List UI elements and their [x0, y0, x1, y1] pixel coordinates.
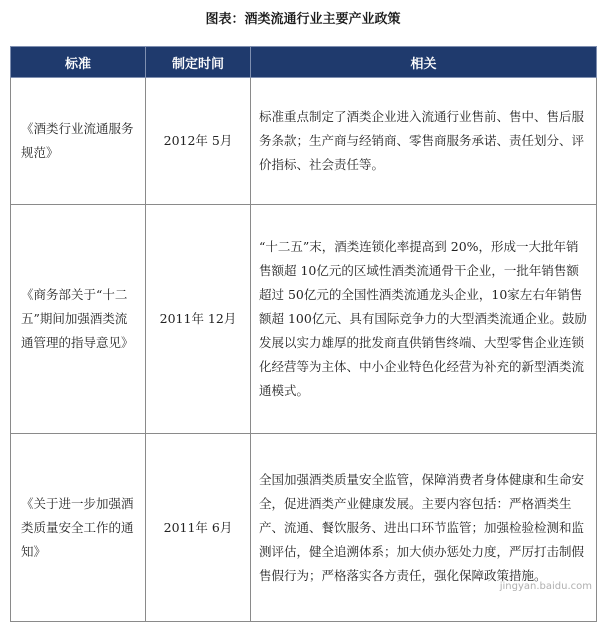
- date-cell: 2012年 5月: [146, 78, 251, 205]
- related-cell: 全国加强酒类质量安全监管，保障消费者身体健康和生命安全，促进酒类产业健康发展。主要内容包括：严格酒类生产、流通、餐饮服务、进出口环节监管；加强检验检测和监测评估，健全追溯体系；加大侦办惩处力度，严厉打击制假售假行为；严格落实各方责任，强化保障政策措施。: [251, 434, 597, 622]
- column-header-related: 相关: [251, 47, 597, 78]
- table-row: [11, 434, 597, 622]
- related-cell: “十二五”末，酒类连锁化率提高到 20%，形成一大批年销售额超 10亿元的区域性酒类流通骨干企业，一批年销售额超过 50亿元的全国性酒类流通龙头企业，10家左右年销售额超 100亿元、具有国际竞争力的大型酒类流通企业。鼓励发展以实力雄厚的批发商直供销售终端、大型零售企业连锁化经营等为主体、中小企业特色化经营为补充的新型酒类流通模式。: [251, 205, 597, 434]
- table-row: [11, 205, 597, 434]
- policy-table: [10, 46, 597, 622]
- date-cell: 2011年 12月: [146, 205, 251, 434]
- date-cell: 2011年 6月: [146, 434, 251, 622]
- table-row: [11, 78, 597, 205]
- standard-cell: 《酒类行业流通服务规范》: [11, 78, 146, 205]
- watermark: jingyan.baidu.com: [499, 581, 592, 592]
- standard-cell: 《关于进一步加强酒类质量安全工作的通知》: [11, 434, 146, 622]
- standard-cell: 《商务部关于“十二五”期间加强酒类流通管理的指导意见》: [11, 205, 146, 434]
- page-title: 图表：酒类流通行业主要产业政策: [205, 12, 401, 27]
- column-header-date: 制定时间: [146, 47, 251, 78]
- table-header-row: [11, 47, 597, 78]
- column-header-standard: 标准: [11, 47, 146, 78]
- related-cell: 标准重点制定了酒类企业进入流通行业售前、售中、售后服务条款；生产商与经销商、零售商服务承诺、责任划分、评价指标、社会责任等。: [251, 78, 597, 205]
